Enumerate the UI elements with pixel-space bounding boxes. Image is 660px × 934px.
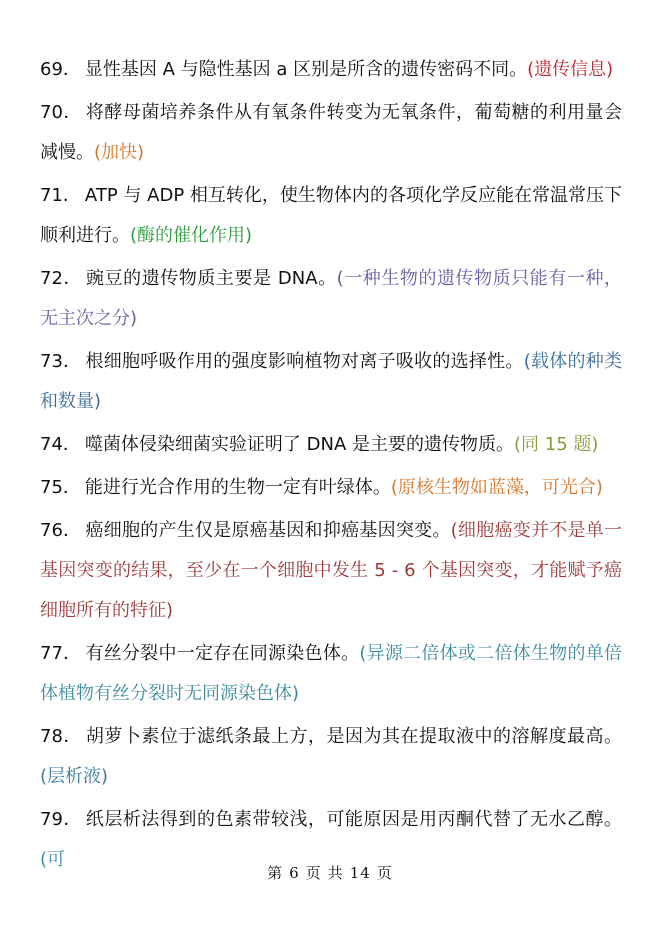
- answer-note: (可: [40, 849, 66, 870]
- footer-page-word: 第: [267, 864, 284, 882]
- page-footer: [0, 862, 660, 883]
- question-number: 69．: [40, 59, 81, 80]
- question-item: [40, 717, 622, 797]
- question-item: [40, 342, 622, 422]
- answer-note: (原核生物如蓝藻，可光合): [390, 477, 603, 498]
- question-number: 72．: [40, 268, 83, 289]
- answer-note: (细胞癌变并不是单一基因突变的结果，至少在一个细胞中发生 5 - 6 个基因突变，才能赋予癌细胞所有的特征): [40, 520, 623, 621]
- question-text: 能进行光合作用的生物一定有叶绿体。: [84, 477, 391, 498]
- footer-page-unit: 页: [305, 864, 322, 882]
- question-number: 70．: [40, 102, 82, 123]
- question-item: [40, 468, 622, 508]
- question-text: 胡萝卜素位于滤纸条最上方，是因为其在提取液中的溶解度最高。: [85, 726, 623, 747]
- question-text: 纸层析法得到的色素带较浅，可能原因是用丙酮代替了无水乙醇。: [85, 809, 623, 830]
- question-item: [40, 176, 622, 256]
- footer-total-number: 14: [349, 864, 371, 882]
- question-number: 71．: [40, 185, 81, 206]
- question-number: 76．: [40, 520, 82, 541]
- question-item: [40, 93, 622, 173]
- question-item: [40, 511, 622, 631]
- question-number: 75．: [40, 477, 81, 498]
- question-number: 74．: [40, 434, 81, 455]
- answer-note: (同 15 题): [514, 434, 599, 455]
- answer-note: (遗传信息): [527, 59, 614, 80]
- question-text: 将酵母菌培养条件从有氧条件转变为无氧条件，葡萄糖的利用量会减慢。: [40, 102, 623, 163]
- question-item: [40, 50, 622, 90]
- answer-note: (层析液): [40, 766, 109, 787]
- footer-total-unit: 页: [376, 864, 393, 882]
- question-number: 73．: [40, 351, 82, 372]
- question-item: [40, 259, 622, 339]
- question-text: 噬菌体侵染细菌实验证明了 DNA 是主要的遗传物质。: [84, 434, 514, 455]
- question-text: 豌豆的遗传物质主要是 DNA。: [86, 268, 337, 289]
- question-text: ATP 与 ADP 相互转化，使生物体内的各项化学反应能在常温常压下顺利进行。: [40, 185, 622, 246]
- question-item: [40, 634, 622, 714]
- question-number: 77．: [40, 643, 82, 664]
- question-text: 显性基因 A 与隐性基因 a 区别是所含的遗传密码不同。: [84, 59, 528, 80]
- answer-note: (载体的种类和数量): [40, 351, 623, 412]
- footer-total-word: 共: [327, 864, 344, 882]
- question-list: [40, 50, 622, 880]
- answer-note: (异源二倍体或二倍体生物的单倍体植物有丝分裂时无同源染色体): [40, 643, 623, 704]
- footer-page-number: 6: [289, 864, 300, 882]
- answer-note: (一种生物的遗传物质只能有一种，无主次之分): [40, 268, 623, 329]
- question-number: 78．: [40, 726, 82, 747]
- answer-note: (酶的催化作用): [130, 225, 253, 246]
- document-body: [40, 50, 622, 883]
- question-text: 根细胞呼吸作用的强度影响植物对离子吸收的选择性。: [85, 351, 524, 372]
- question-number: 79．: [40, 809, 82, 830]
- question-text: 癌细胞的产生仅是原癌基因和抑癌基因突变。: [85, 520, 451, 541]
- answer-note: (加快): [94, 142, 145, 163]
- question-item: [40, 425, 622, 465]
- question-text: 有丝分裂中一定存在同源染色体。: [85, 643, 360, 664]
